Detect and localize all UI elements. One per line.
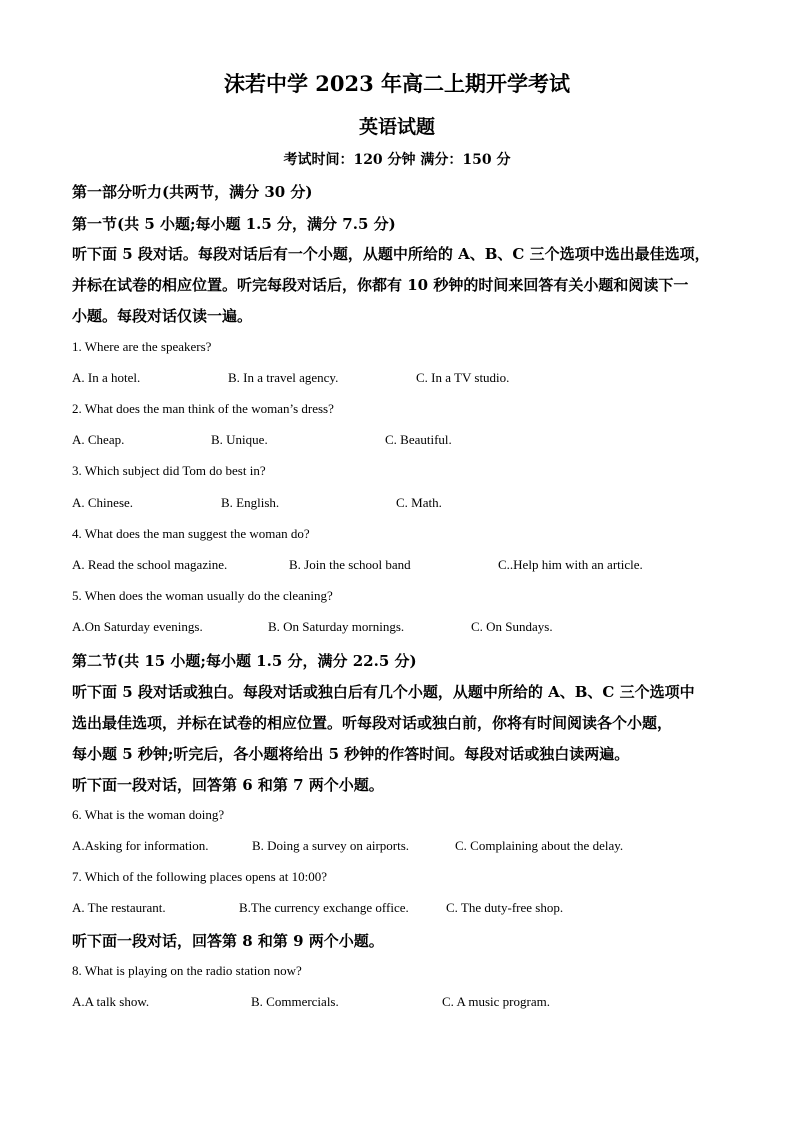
option-b: B.The currency exchange office. [239,900,409,915]
option-a: A. In a hotel. [72,370,141,385]
group2-heading: 听下面一段对话，回答第 8 和第 9 两个小题。 [72,932,384,950]
option-c: C. Complaining about the delay. [455,838,624,853]
option-a: A.On Saturday evenings. [72,619,203,634]
option-a: A. Read the school magazine. [72,557,228,572]
exam-info: 考试时间：120 分钟 满分：150 分 [283,152,511,168]
option-c: C. On Sundays. [471,619,553,634]
section2-heading: 第二节(共 15 小题;每小题 1.5 分，满分 22.5 分) [72,652,417,670]
option-c: C. Beautiful. [385,432,452,447]
option-c: C. The duty-free shop. [446,900,564,915]
section1-instruction-line: 小题。每段对话仅读一遍。 [72,307,253,325]
section2-instruction-line: 选出最佳选项，并标在试卷的相应位置。听每段对话或独白前，你将有时间阅读各个小题， [72,714,673,732]
option-b: B. English. [221,495,280,510]
option-a: A. Chinese. [72,495,134,510]
question-stem: 4. What does the man suggest the woman do? [72,526,310,541]
section1-heading: 第一节(共 5 小题;每小题 1.5 分，满分 7.5 分) [72,215,396,233]
part1-heading: 第一部分听力(共两节，满分 30 分) [72,183,313,201]
question-stem: 1. Where are the speakers? [72,339,212,354]
option-c: C. A music program. [442,994,550,1009]
question-stem: 7. Which of the following places opens at 10:00? [72,869,328,884]
option-a: A.A talk show. [72,994,150,1009]
question-stem: 6. What is the woman doing? [72,807,225,822]
option-b: B. Unique. [211,432,268,447]
exam-title: 沫若中学 2023 年高二上期开学考试 [223,71,571,96]
option-c: C..Help him with an article. [498,557,643,572]
section1-instruction-line: 并标在试卷的相应位置。听完每段对话后，你都有 10 秒钟的时间来回答有关小题和阅读下一 [72,276,689,294]
section2-instruction-line: 听下面 5 段对话或独白。每段对话或独白后有几个小题，从题中所给的 A、B、C 三个选项中 [72,683,695,701]
option-b: B. Join the school band [289,557,411,572]
question-stem: 8. What is playing on the radio station now? [72,963,302,978]
option-a: A. Cheap. [72,432,125,447]
question-stem: 2. What does the man think of the woman’s dress? [72,401,334,416]
question-stem: 3. Which subject did Tom do best in? [72,463,266,478]
option-b: B. On Saturday mornings. [268,619,405,634]
option-c: C. Math. [396,495,442,510]
option-b: B. In a travel agency. [228,370,339,385]
section1-instruction-line: 听下面 5 段对话。每段对话后有一个小题，从题中所给的 A、B、C 三个选项中选出最佳选项， [72,245,710,263]
option-b: B. Doing a survey on airports. [252,838,410,853]
section2-instruction-line: 每小题 5 秒钟;听完后，各小题将给出 5 秒钟的作答时间。每段对话或独白读两遍。 [72,745,630,763]
option-a: A. The restaurant. [72,900,166,915]
question-stem: 5. When does the woman usually do the cleaning? [72,588,333,603]
option-b: B. Commercials. [251,994,339,1009]
option-a: A.Asking for information. [72,838,209,853]
option-c: C. In a TV studio. [416,370,510,385]
exam-subject: 英语试题 [358,116,435,138]
group1-heading: 听下面一段对话，回答第 6 和第 7 两个小题。 [72,776,384,794]
